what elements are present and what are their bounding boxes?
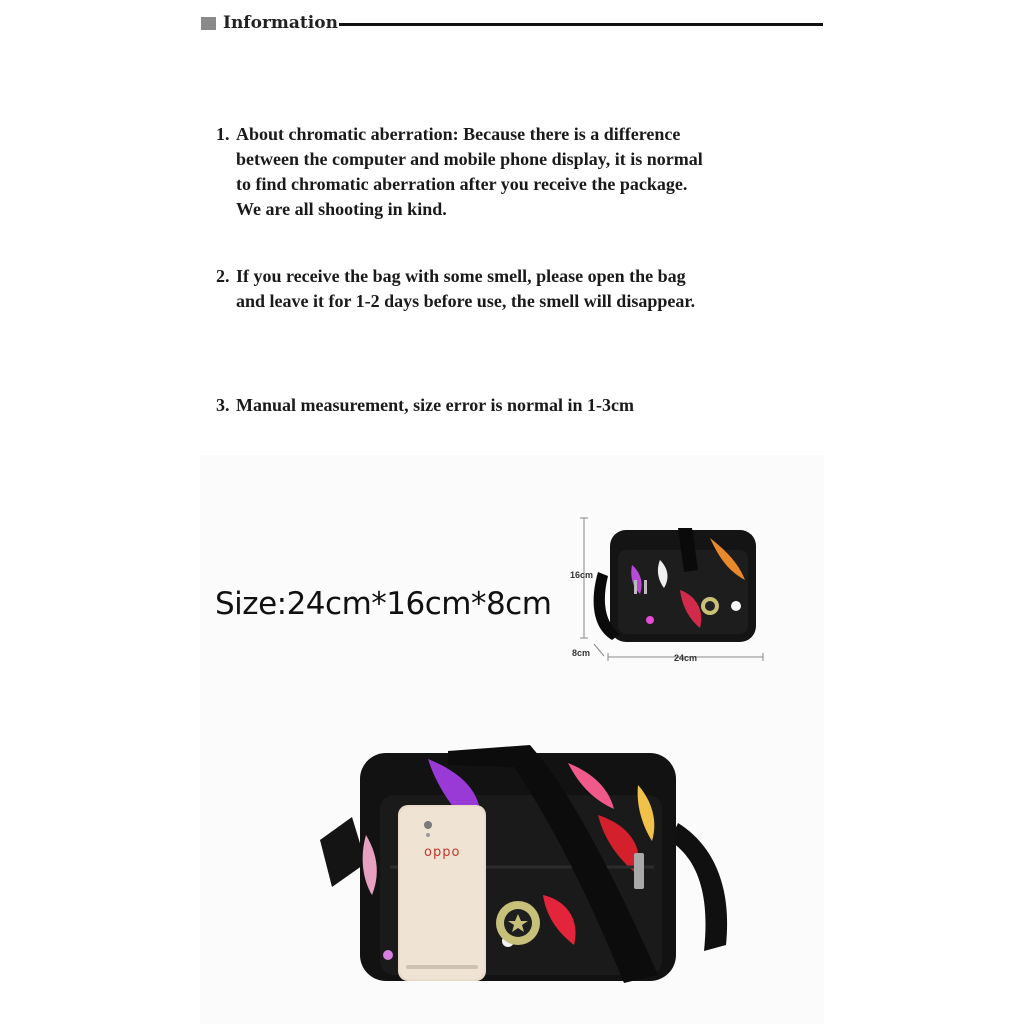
note-line: and leave it for 1-2 days before use, the smell will disappear. bbox=[236, 291, 696, 311]
note-item bbox=[216, 393, 816, 418]
section-title: Information bbox=[223, 13, 338, 33]
note-line: If you receive the bag with some smell, please open the bag bbox=[236, 266, 686, 286]
note-number: 1. bbox=[216, 124, 230, 144]
note-number: 2. bbox=[216, 266, 230, 286]
note-line: to find chromatic aberration after you receive the package. bbox=[236, 174, 688, 194]
note-text bbox=[236, 393, 816, 418]
note-item bbox=[216, 122, 816, 222]
size-label: Size:24cm*16cm*8cm bbox=[215, 586, 552, 622]
note-number: 3. bbox=[216, 395, 230, 415]
note-item bbox=[216, 264, 816, 314]
note-line: We are all shooting in kind. bbox=[236, 199, 447, 219]
dimension-width-label: 24cm bbox=[674, 653, 698, 663]
note-line: Manual measurement, size error is normal in 1-3cm bbox=[236, 395, 634, 415]
note-line: between the computer and mobile phone display, it is normal bbox=[236, 149, 703, 169]
dimension-depth-label: 8cm bbox=[572, 648, 591, 658]
note-text bbox=[236, 122, 816, 222]
section-header bbox=[201, 12, 823, 36]
header-square-icon bbox=[201, 17, 216, 30]
dimension-diagram bbox=[560, 510, 780, 670]
note-line: About chromatic aberration: Because there is a difference bbox=[236, 124, 681, 144]
bag-with-phone-image bbox=[318, 745, 738, 990]
header-divider bbox=[339, 23, 823, 26]
phone-brand-label: oppo bbox=[424, 845, 461, 860]
dimension-height-label: 16cm bbox=[570, 570, 594, 580]
note-text bbox=[236, 264, 816, 314]
